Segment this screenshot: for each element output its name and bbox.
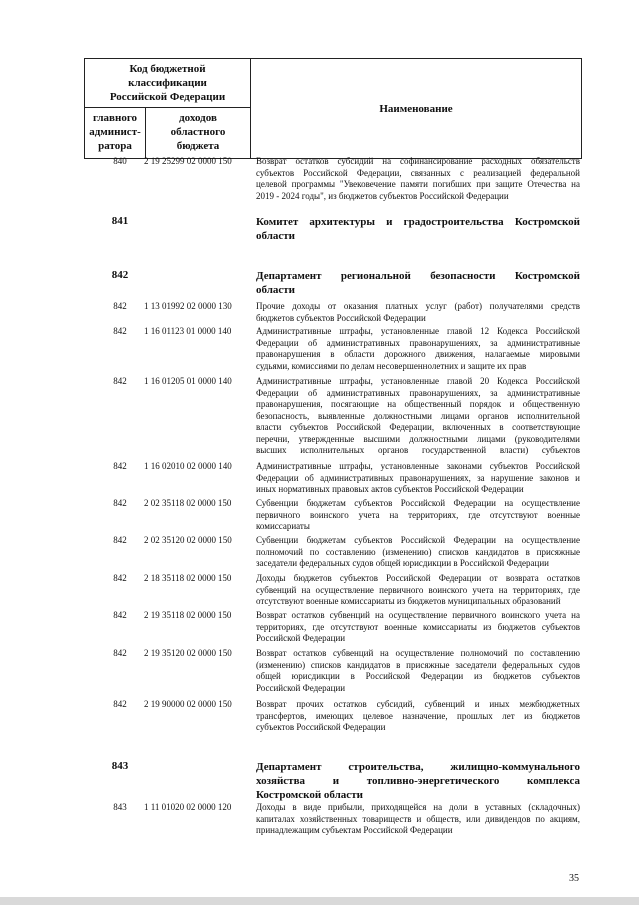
income-code: 2 19 35118 02 0000 150: [144, 610, 232, 620]
row-description: [256, 498, 580, 533]
description-line: капиталах хозяйственных товариществ и обществ, или дивидендов по акциям,: [256, 813, 580, 824]
description-line: безопасность, выявленные должностными лицами органов исполнительной: [256, 410, 580, 421]
income-code: 2 19 35120 02 0000 150: [144, 648, 232, 658]
table-header: [84, 58, 582, 159]
budget-code-header: [85, 59, 251, 158]
description-line: правонарушения в области дорожного движения, налагаемые мировыми: [256, 349, 580, 359]
admin-code: 842: [113, 648, 127, 658]
income-code: 2 19 90000 02 0000 150: [144, 699, 232, 709]
row-description: [256, 573, 580, 608]
admin-column-header: [85, 108, 146, 159]
admin-code: 840: [113, 156, 127, 166]
header-line: доходов: [179, 112, 217, 124]
description-line: Федерации об административных правонарушениях, за нарушение законов и: [256, 472, 580, 483]
description-line: комиссариаты: [256, 521, 310, 531]
description-line: высших исполнительных органов государственной власти) субъектов: [256, 445, 580, 455]
page-number: 35: [569, 873, 579, 884]
admin-code: 842: [113, 461, 127, 471]
admin-code: 841: [111, 215, 129, 227]
admin-code: 842: [113, 326, 127, 336]
description-line: Российской Федерации: [256, 682, 346, 693]
row-description: [256, 326, 580, 372]
section-heading: [256, 215, 580, 243]
description-line: отсутствуют военные комиссариаты из бюджетов муниципальных образований: [256, 596, 561, 606]
income-code: 2 02 35120 02 0000 150: [144, 535, 232, 545]
description-line: правонарушения, посягающие на общественный порядок и общественную: [256, 399, 580, 409]
admin-code: 842: [113, 376, 127, 386]
row-description: [256, 802, 580, 837]
header-line: областного: [170, 126, 226, 138]
description-line: общей юрисдикции в Российской Федерации из бюджетов субъектов: [256, 671, 580, 681]
row-description: [256, 301, 580, 324]
row-description: [256, 535, 580, 570]
header-line: главного: [92, 112, 138, 124]
description-line: иных нормативных правовых актов субъектов Российской Федерации: [256, 484, 524, 494]
description-line: Административные штрафы, установленные законами субъектов Российской: [256, 461, 580, 471]
description-line: (изменению) списков кандидатов в присяжные заседатели федеральных судов: [256, 659, 580, 670]
description-line: целевой программы "Увековечение памяти погибших при защите Отечества на: [256, 179, 580, 189]
admin-code: 842: [113, 301, 127, 311]
heading-line: Департамент строительства, жилищно-коммунального: [256, 761, 580, 773]
admin-code: 842: [113, 699, 127, 709]
description-line: Субвенции бюджетам субъектов Российской Федерации на осуществление: [256, 535, 580, 545]
admin-code: 843: [111, 760, 129, 772]
income-code: 1 16 01123 01 0000 140: [144, 326, 232, 336]
income-code: 1 16 01205 01 0000 140: [144, 376, 232, 386]
section-heading: [256, 269, 580, 297]
description-line: Административные штрафы, установленные главой 12 Кодекса Российской: [256, 326, 580, 336]
income-column-header: [146, 108, 250, 159]
heading-line: области: [256, 230, 296, 242]
admin-code: 842: [113, 535, 127, 545]
description-line: территориях, где отсутствуют военные комиссариаты из бюджетов субъектов: [256, 621, 580, 632]
description-line: Российской Федерации: [256, 633, 346, 643]
description-line: полномочий по составлению (изменению) списков кандидатов в присяжные: [256, 546, 580, 557]
income-code: 1 16 02010 02 0000 140: [144, 461, 232, 471]
row-description: [256, 376, 580, 457]
header-line: Российской Федерации: [109, 91, 226, 103]
heading-line: области: [256, 284, 296, 296]
description-line: Доходы бюджетов субъектов Российской Федерации от возврата остатков: [256, 573, 580, 583]
heading-line: Комитет архитектуры и градостроительства Костромской: [256, 216, 580, 228]
page-bottom-edge: [0, 897, 639, 905]
header-line: классификации: [128, 77, 207, 89]
description-line: Возврат прочих остатков субсидий, субвенций и иных межбюджетных: [256, 699, 580, 709]
description-line: Возврат остатков субвенций на осуществление полномочий по составлению: [256, 648, 580, 658]
admin-code: 842: [111, 269, 129, 281]
description-line: первичного воинского учета на территориях, где отсутствуют военные: [256, 509, 580, 520]
description-line: трансфертов, имеющих целевое назначение, прошлых лет из бюджетов: [256, 710, 580, 721]
description-line: заседатели федеральных судов общей юрисдикции в Российской Федерации: [256, 558, 549, 568]
row-description: [256, 610, 580, 645]
header-line: ратора: [98, 140, 132, 152]
description-line: бюджетов субъектов Российской Федерации: [256, 312, 426, 323]
name-column-header: Наименование: [379, 102, 453, 115]
header-line: бюджета: [176, 140, 220, 152]
description-line: субъектов Российской Федерации, связанных с реализацией федеральной: [256, 167, 580, 178]
row-description: [256, 156, 580, 202]
description-line: субвенций на осуществление первичного воинского учета на территориях, где: [256, 584, 580, 595]
description-line: Административные штрафы, установленные главой 20 Кодекса Российской: [256, 376, 580, 386]
heading-line: Департамент региональной безопасности Костромской: [256, 270, 580, 282]
description-line: субъектов Российской Федерации: [256, 722, 386, 732]
income-code: 1 11 01020 02 0000 120: [144, 802, 232, 812]
description-line: принадлежащим субъектам Российской Федерации: [256, 825, 453, 835]
description-line: власти субъектов Российской Федерации, включенных в соответствующие: [256, 422, 580, 432]
row-description: [256, 461, 580, 496]
description-line: Возврат остатков субвенций на осуществление первичного воинского учета на: [256, 610, 580, 620]
income-code: 2 19 25299 02 0000 150: [144, 156, 232, 166]
budget-code-title: [85, 59, 250, 108]
description-line: Прочие доходы от оказания платных услуг (работ) получателями средств: [256, 301, 580, 311]
row-description: [256, 648, 580, 694]
heading-line: хозяйства и топливно-энергетического комплекса: [256, 775, 580, 787]
admin-code: 842: [113, 610, 127, 620]
header-line: админист-: [89, 126, 141, 138]
admin-code: 842: [113, 573, 127, 583]
heading-line: Костромской области: [256, 789, 363, 801]
description-line: Доходы в виде прибыли, приходящейся на доли в уставных (складочных): [256, 802, 580, 812]
description-line: перечни, утвержденные высшими должностными лицами (руководителями: [256, 433, 580, 444]
admin-code: 842: [113, 498, 127, 508]
header-line: Код бюджетной: [129, 63, 206, 75]
income-code: 2 02 35118 02 0000 150: [144, 498, 232, 508]
description-line: судьями, комиссиями по делам несовершеннолетних и защите их прав: [256, 360, 527, 371]
description-line: Субвенции бюджетам субъектов Российской Федерации на осуществление: [256, 498, 580, 508]
description-line: Возврат остатков субсидий на софинансирование расходных обязательств: [256, 156, 580, 166]
admin-code: 843: [113, 802, 127, 812]
income-code: 2 18 35118 02 0000 150: [144, 573, 232, 583]
income-code: 1 13 01992 02 0000 130: [144, 301, 232, 311]
description-line: 2019 - 2024 годы", из бюджетов субъектов Российской Федерации: [256, 190, 509, 201]
description-line: Федерации об административных правонарушениях, за административные: [256, 337, 580, 348]
row-description: [256, 699, 580, 734]
section-heading: [256, 760, 580, 802]
description-line: Федерации об административных правонарушениях, за административные: [256, 387, 580, 398]
